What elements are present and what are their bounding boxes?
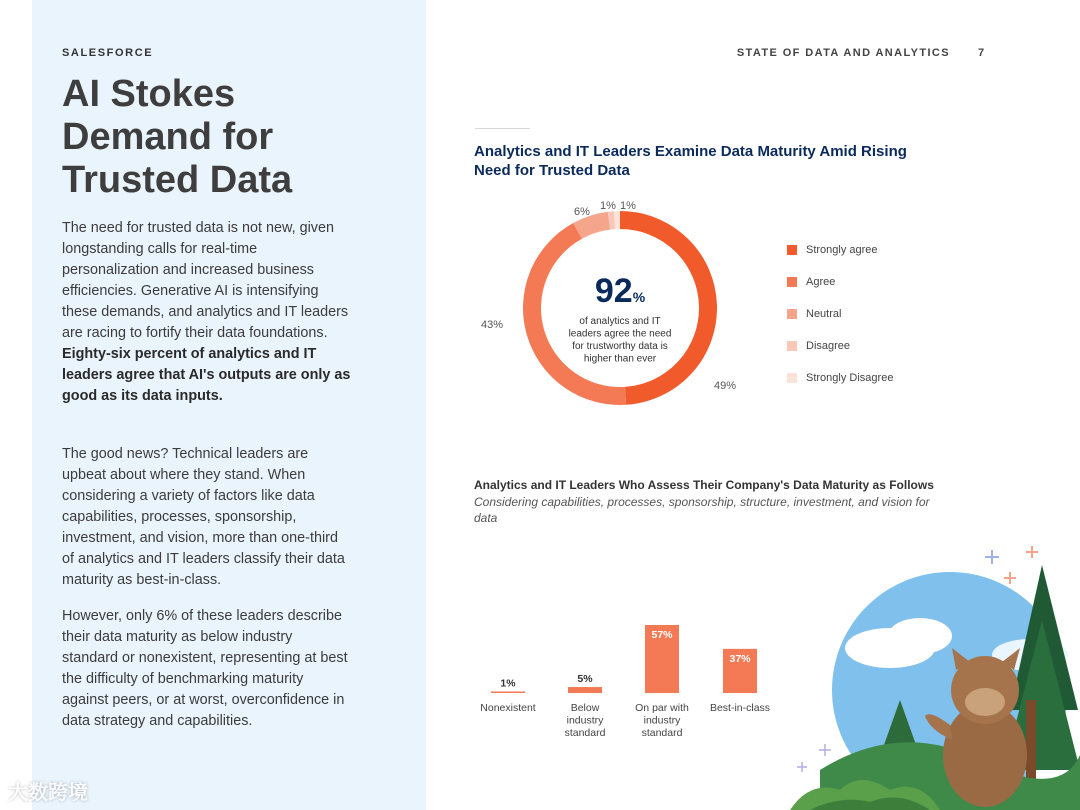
- bar-chart-subtitle: Considering capabilities, processes, sponsorship, structure, investment, and vision for data: [474, 495, 930, 525]
- donut-center-caption: for trustworthy data is: [572, 341, 668, 352]
- intro-paragraph: [62, 218, 352, 407]
- legend-label: Agree: [806, 276, 836, 288]
- donut-slice: [532, 231, 626, 396]
- bar-category-label: industry: [643, 714, 681, 727]
- bar: [491, 692, 525, 694]
- sparkle-icon: [1004, 546, 1038, 584]
- donut-center-caption: leaders agree the need: [568, 328, 672, 340]
- legend-label: Disagree: [806, 340, 851, 352]
- legend-item: [787, 266, 893, 298]
- legend-swatch: [787, 373, 797, 383]
- bar-chart: [470, 600, 790, 750]
- legend-item: [787, 362, 893, 394]
- legend-label: Strongly Disagree: [806, 372, 894, 384]
- donut-legend: [787, 234, 893, 394]
- donut-value-label: 6%: [574, 206, 590, 218]
- section-divider: [475, 128, 530, 129]
- donut-center-caption: higher than ever: [583, 353, 657, 365]
- bar-category-label: On par with: [635, 702, 689, 714]
- page-number: 7: [978, 47, 985, 59]
- legend-item: [787, 234, 893, 266]
- bar-category-label: Below: [570, 702, 600, 714]
- donut-slice: [609, 220, 615, 221]
- legend-swatch: [787, 277, 797, 287]
- bar-value-label: 1%: [500, 677, 516, 690]
- donut-value-label: 49%: [713, 380, 737, 392]
- brand-label: SALESFORCE: [62, 47, 154, 59]
- intro-paragraph-highlight: Eighty-six percent of analytics and IT leaders agree that AI's outputs are only as good as its data inputs.: [62, 346, 351, 404]
- donut-value-label: 1%: [620, 200, 636, 212]
- watermark-logo: [8, 776, 88, 805]
- intro-paragraph-text: The need for trusted data is not new, given longstanding calls for real-time personalization and increased business efficiencies. Generative AI is intensifying these demands, and analytics and IT leaders are racing to fortify their data foundations.: [62, 220, 349, 341]
- legend-item: [787, 298, 893, 330]
- donut-center-value: 92%: [594, 272, 646, 310]
- donut-chart-title: Analytics and IT Leaders Examine Data Maturity Amid Rising Need for Trusted Data: [474, 143, 907, 179]
- bar-chart-title: Analytics and IT Leaders Who Assess Their Company's Data Maturity as Follows: [474, 478, 934, 492]
- legend-item: [787, 330, 893, 362]
- mascot-forest-illustration: [780, 540, 1080, 810]
- donut-center-caption: of analytics and IT: [579, 316, 661, 327]
- legend-swatch: [787, 341, 797, 351]
- bar-category-label: Nonexistent: [480, 702, 536, 714]
- bar-value-label: 57%: [651, 629, 673, 641]
- donut-slice: [578, 221, 609, 231]
- legend-label: Neutral: [806, 308, 842, 320]
- bar-category-label: Best-in-class: [709, 702, 771, 714]
- donut-slice: [620, 220, 708, 396]
- sparkle-icon: [985, 550, 999, 564]
- donut-value-label: 43%: [480, 319, 504, 331]
- bar: [568, 687, 602, 693]
- good-news-paragraph: The good news? Technical leaders are upbeat about where they stand. When considering a variety of factors like data capabilities, processes, sponsorship, investment, and vision, more than one-third of analytics and IT leaders classify their data maturity as best-in-class.: [62, 446, 345, 588]
- however-paragraph: However, only 6% of these leaders describe their data maturity as below industry standard or nonexistent, representing at best the difficulty of benchmarking maturity against peers, or at worst, overconfidence in data strategy and capabilities.: [62, 608, 348, 729]
- report-title: STATE OF DATA AND ANALYTICS: [736, 47, 950, 59]
- donut-value-label: 1%: [600, 200, 616, 212]
- legend-swatch: [787, 309, 797, 319]
- bar-category-label: industry: [566, 714, 604, 727]
- watermark-text: 大数跨境: [8, 782, 88, 804]
- bar-value-label: 37%: [729, 652, 751, 665]
- bar-category-label: standard: [641, 727, 683, 739]
- legend-swatch: [787, 245, 797, 255]
- cloud: [888, 618, 952, 654]
- page-headline: AI Stokes Demand for Trusted Data: [62, 73, 293, 201]
- bar-category-label: standard: [564, 727, 606, 739]
- bar-value-label: 5%: [577, 673, 593, 686]
- legend-label: Strongly agree: [806, 244, 878, 256]
